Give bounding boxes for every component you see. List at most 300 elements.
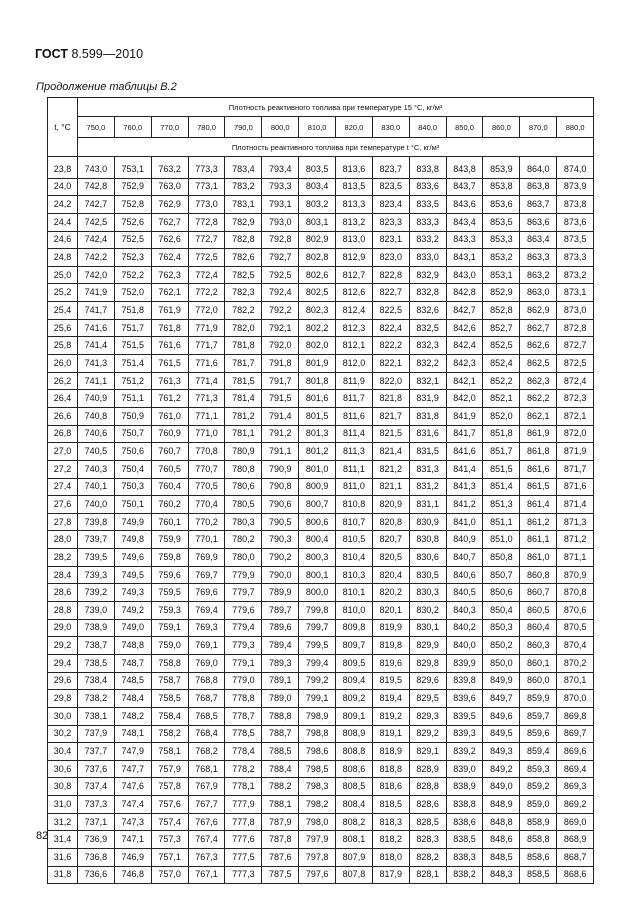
density-cell: 850,6 [483,584,520,602]
density-cell: 861,6 [520,460,557,478]
density-cell: 789,1 [262,672,299,690]
density-cell: 848,9 [483,796,520,814]
density-cell: 740,9 [78,390,115,408]
density-cell: 829,5 [409,690,446,708]
density-cell: 869,4 [557,760,594,778]
density-cell: 800,0 [299,584,336,602]
density-cell: 787,6 [262,848,299,866]
density-cell: 840,7 [446,549,483,567]
density-cell: 788,4 [262,760,299,778]
table-row [48,407,594,425]
density-cell: 790,6 [262,496,299,514]
density-cell: 862,2 [520,390,557,408]
density-cell: 812,9 [336,249,373,267]
density-cell: 864,0 [520,157,557,179]
density-at-15-header: Плотность реактивного топлива при температуре 15 °C, кг/м³ [78,98,594,117]
density-cell: 840,6 [446,566,483,584]
density-cell: 781,7 [225,355,262,373]
density-cell: 750,9 [114,407,151,425]
density-cell: 753,1 [114,157,151,179]
temperature-cell: 30,0 [48,707,78,725]
density-cell: 758,5 [151,690,188,708]
density-cell: 871,4 [557,496,594,514]
density-cell: 758,1 [151,743,188,761]
density-cell: 736,6 [78,866,115,884]
density-cell: 779,9 [225,566,262,584]
temperature-cell: 28,6 [48,584,78,602]
density-cell: 777,9 [225,796,262,814]
temperature-cell: 24,0 [48,178,78,196]
density-cell: 860,4 [520,619,557,637]
density-cell: 848,8 [483,813,520,831]
density-cell: 828,8 [409,778,446,796]
density-cell: 832,5 [409,319,446,337]
density-cell: 869,3 [557,778,594,796]
density-cell: 830,3 [409,584,446,602]
density-cell: 852,8 [483,302,520,320]
density-cell: 868,6 [557,866,594,884]
density-header-cell: 800,0 [262,117,299,138]
density-cell: 769,1 [188,637,225,655]
density-cell: 821,2 [372,460,409,478]
density-cell: 798,3 [299,778,336,796]
density-cell: 872,5 [557,355,594,373]
density-cell: 851,8 [483,425,520,443]
density-cell: 799,5 [299,637,336,655]
density-cell: 762,6 [151,231,188,249]
density-cell: 788,1 [262,796,299,814]
density-cell: 749,3 [114,584,151,602]
density-cell: 830,5 [409,566,446,584]
density-cell: 838,3 [446,848,483,866]
density-cell: 740,8 [78,407,115,425]
density-cell: 872,8 [557,319,594,337]
density-cell: 831,2 [409,478,446,496]
density-cell: 829,6 [409,672,446,690]
density-cell: 789,7 [262,602,299,620]
density-cell: 780,2 [225,531,262,549]
density-cell: 793,3 [262,178,299,196]
density-cell: 742,7 [78,196,115,214]
density-cell: 849,2 [483,760,520,778]
density-cell: 873,5 [557,231,594,249]
temperature-cell: 26,2 [48,372,78,390]
density-cell: 840,3 [446,602,483,620]
density-cell: 741,7 [78,302,115,320]
density-cell: 848,6 [483,831,520,849]
density-cell: 741,4 [78,337,115,355]
density-cell: 813,6 [336,157,373,179]
density-cell: 823,3 [372,213,409,231]
density-cell: 798,0 [299,813,336,831]
density-cell: 850,0 [483,654,520,672]
density-cell: 858,8 [520,831,557,849]
density-cell: 770,8 [188,443,225,461]
density-cell: 812,1 [336,337,373,355]
density-cell: 869,0 [557,813,594,831]
density-cell: 748,2 [114,707,151,725]
density-cell: 859,9 [520,690,557,708]
density-cell: 822,0 [372,372,409,390]
density-cell: 741,3 [78,355,115,373]
density-cell: 851,0 [483,531,520,549]
density-cell: 861,2 [520,513,557,531]
density-cell: 737,9 [78,725,115,743]
density-cell: 829,8 [409,654,446,672]
density-cell: 748,4 [114,690,151,708]
density-cell: 739,2 [78,584,115,602]
density-values-row [48,117,594,138]
density-cell: 863,8 [520,178,557,196]
density-cell: 808,8 [336,743,373,761]
density-cell: 859,3 [520,760,557,778]
density-cell: 840,2 [446,619,483,637]
density-cell: 810,5 [336,531,373,549]
density-cell: 757,3 [151,831,188,849]
density-cell: 802,2 [299,319,336,337]
density-cell: 789,0 [262,690,299,708]
density-cell: 789,9 [262,584,299,602]
density-cell: 788,8 [262,707,299,725]
density-cell: 782,5 [225,266,262,284]
density-cell: 862,9 [520,302,557,320]
density-cell: 779,7 [225,584,262,602]
table-row [48,460,594,478]
density-cell: 871,1 [557,549,594,567]
density-cell: 803,5 [299,157,336,179]
density-cell: 767,9 [188,778,225,796]
density-cell: 791,5 [262,390,299,408]
density-cell: 750,7 [114,425,151,443]
density-cell: 762,1 [151,284,188,302]
density-cell: 761,9 [151,302,188,320]
temperature-cell: 26,4 [48,390,78,408]
density-cell: 767,6 [188,813,225,831]
density-cell: 829,3 [409,707,446,725]
density-cell: 833,2 [409,231,446,249]
density-cell: 850,7 [483,566,520,584]
density-cell: 750,3 [114,478,151,496]
density-cell: 812,4 [336,302,373,320]
density-cell: 871,3 [557,513,594,531]
density-cell: 782,9 [225,213,262,231]
density-cell: 738,1 [78,707,115,725]
density-cell: 843,7 [446,178,483,196]
density-cell: 870,0 [557,690,594,708]
density-cell: 822,5 [372,302,409,320]
density-cell: 852,7 [483,319,520,337]
density-cell: 751,2 [114,372,151,390]
density-cell: 848,3 [483,866,520,884]
density-cell: 829,9 [409,637,446,655]
density-cell: 749,9 [114,513,151,531]
density-cell: 818,6 [372,778,409,796]
density-cell: 862,3 [520,372,557,390]
density-cell: 859,7 [520,707,557,725]
density-cell: 760,2 [151,496,188,514]
density-cell: 860,5 [520,602,557,620]
temperature-cell: 24,8 [48,249,78,267]
density-cell: 757,6 [151,796,188,814]
density-cell: 792,1 [262,319,299,337]
density-cell: 769,6 [188,584,225,602]
density-cell: 768,1 [188,760,225,778]
density-cell: 809,4 [336,672,373,690]
density-cell: 810,4 [336,549,373,567]
temperature-cell: 29,6 [48,672,78,690]
density-cell: 742,5 [78,213,115,231]
density-cell: 761,3 [151,372,188,390]
density-cell: 742,8 [78,178,115,196]
density-cell: 757,9 [151,760,188,778]
table-row [48,284,594,302]
table-row [48,249,594,267]
density-cell: 819,2 [372,707,409,725]
density-cell: 842,3 [446,355,483,373]
density-cell: 791,7 [262,372,299,390]
density-cell: 761,8 [151,319,188,337]
density-cell: 790,0 [262,566,299,584]
density-cell: 760,7 [151,443,188,461]
density-cell: 762,9 [151,196,188,214]
density-cell: 831,9 [409,390,446,408]
density-cell: 779,6 [225,602,262,620]
density-cell: 793,1 [262,196,299,214]
density-cell: 842,7 [446,302,483,320]
density-cell: 779,4 [225,619,262,637]
density-cell: 791,2 [262,425,299,443]
table-row [48,619,594,637]
density-cell: 803,1 [299,213,336,231]
density-cell: 841,7 [446,425,483,443]
density-cell: 757,1 [151,848,188,866]
density-header-cell: 850,0 [446,117,483,138]
density-cell: 801,6 [299,390,336,408]
density-cell: 763,0 [151,178,188,196]
density-cell: 782,0 [225,319,262,337]
table-row [48,231,594,249]
density-cell: 860,1 [520,654,557,672]
table-row [48,302,594,320]
density-cell: 852,9 [483,284,520,302]
density-cell: 870,6 [557,602,594,620]
density-cell: 759,5 [151,584,188,602]
density-cell: 819,6 [372,654,409,672]
density-cell: 803,4 [299,178,336,196]
density-cell: 737,6 [78,760,115,778]
density-cell: 790,2 [262,549,299,567]
density-cell: 833,0 [409,249,446,267]
density-cell: 839,2 [446,743,483,761]
density-cell: 802,5 [299,284,336,302]
density-cell: 853,2 [483,249,520,267]
document-id-number: 8.599—2010 [68,47,144,61]
density-cell: 852,4 [483,355,520,373]
density-cell: 751,7 [114,319,151,337]
density-cell: 790,8 [262,478,299,496]
density-cell: 771,9 [188,319,225,337]
density-cell: 852,5 [483,337,520,355]
density-cell: 777,5 [225,848,262,866]
density-cell: 810,3 [336,566,373,584]
table-row [48,319,594,337]
density-cell: 751,4 [114,355,151,373]
density-cell: 870,4 [557,637,594,655]
density-header-cell: 750,0 [78,117,115,138]
density-cell: 853,3 [483,231,520,249]
density-cell: 752,9 [114,178,151,196]
density-cell: 752,6 [114,213,151,231]
density-cell: 773,3 [188,157,225,179]
density-cell: 871,6 [557,478,594,496]
density-cell: 777,8 [225,813,262,831]
density-cell: 870,1 [557,672,594,690]
density-cell: 873,6 [557,213,594,231]
density-cell: 850,3 [483,619,520,637]
density-cell: 736,9 [78,831,115,849]
table-row [48,831,594,849]
density-cell: 797,8 [299,848,336,866]
density-cell: 821,8 [372,390,409,408]
density-cell: 738,9 [78,619,115,637]
density-cell: 800,4 [299,531,336,549]
density-cell: 773,1 [188,178,225,196]
density-cell: 862,7 [520,319,557,337]
density-cell: 802,8 [299,249,336,267]
density-cell: 773,0 [188,196,225,214]
density-cell: 839,9 [446,654,483,672]
density-cell: 831,3 [409,460,446,478]
density-cell: 760,9 [151,425,188,443]
density-cell: 831,1 [409,496,446,514]
density-cell: 807,9 [336,848,373,866]
density-cell: 738,5 [78,654,115,672]
density-cell: 790,9 [262,460,299,478]
density-cell: 741,6 [78,319,115,337]
density-cell: 848,5 [483,848,520,866]
density-cell: 849,9 [483,672,520,690]
density-cell: 798,9 [299,707,336,725]
density-cell: 812,7 [336,266,373,284]
density-cell: 869,2 [557,796,594,814]
density-cell: 749,0 [114,619,151,637]
table-row [48,725,594,743]
density-cell: 761,6 [151,337,188,355]
density-cell: 780,0 [225,549,262,567]
density-cell: 831,6 [409,425,446,443]
density-cell: 791,4 [262,407,299,425]
density-cell: 781,4 [225,390,262,408]
density-cell: 740,3 [78,460,115,478]
density-cell: 829,1 [409,743,446,761]
density-cell: 872,7 [557,337,594,355]
density-cell: 868,7 [557,848,594,866]
density-cell: 758,2 [151,725,188,743]
density-cell: 859,6 [520,725,557,743]
density-cell: 777,6 [225,831,262,849]
density-cell: 778,1 [225,778,262,796]
density-cell: 783,4 [225,157,262,179]
density-cell: 810,1 [336,584,373,602]
density-cell: 787,9 [262,813,299,831]
density-cell: 853,9 [483,157,520,179]
density-cell: 790,5 [262,513,299,531]
temperature-cell: 30,4 [48,743,78,761]
density-cell: 828,2 [409,848,446,866]
density-cell: 737,1 [78,813,115,831]
density-cell: 822,7 [372,284,409,302]
table-row [48,778,594,796]
density-cell: 858,6 [520,848,557,866]
temperature-cell: 30,6 [48,760,78,778]
density-cell: 817,9 [372,866,409,884]
density-cell: 843,3 [446,231,483,249]
density-cell: 737,7 [78,743,115,761]
density-cell: 818,3 [372,813,409,831]
density-cell: 743,0 [78,157,115,179]
density-cell: 838,6 [446,813,483,831]
density-cell: 821,7 [372,407,409,425]
density-cell: 740,0 [78,496,115,514]
density-cell: 832,9 [409,266,446,284]
density-cell: 832,8 [409,284,446,302]
density-cell: 842,1 [446,372,483,390]
density-cell: 791,8 [262,355,299,373]
temperature-cell: 24,4 [48,213,78,231]
page-number: 82 [36,830,49,842]
density-cell: 812,0 [336,355,373,373]
temperature-cell: 31,6 [48,848,78,866]
density-cell: 737,4 [78,778,115,796]
density-header-cell: 840,0 [409,117,446,138]
density-cell: 801,2 [299,443,336,461]
density-cell: 861,0 [520,549,557,567]
density-cell: 772,5 [188,249,225,267]
density-header-cell: 880,0 [557,117,594,138]
density-cell: 853,1 [483,266,520,284]
density-cell: 809,2 [336,690,373,708]
density-cell: 742,2 [78,249,115,267]
temperature-cell: 25,2 [48,284,78,302]
density-cell: 740,1 [78,478,115,496]
density-cell: 818,8 [372,760,409,778]
density-cell: 762,3 [151,266,188,284]
density-header-cell: 860,0 [483,117,520,138]
density-cell: 792,0 [262,337,299,355]
density-cell: 840,0 [446,637,483,655]
density-cell: 868,9 [557,831,594,849]
density-cell: 871,9 [557,443,594,461]
density-cell: 832,2 [409,355,446,373]
density-cell: 821,5 [372,425,409,443]
density-cell: 769,9 [188,549,225,567]
density-cell: 782,3 [225,284,262,302]
density-cell: 797,9 [299,831,336,849]
density-cell: 759,3 [151,602,188,620]
density-cell: 750,1 [114,496,151,514]
density-cell: 798,5 [299,760,336,778]
density-cell: 819,8 [372,637,409,655]
density-cell: 841,2 [446,496,483,514]
density-cell: 843,4 [446,213,483,231]
density-cell: 840,9 [446,531,483,549]
density-cell: 800,9 [299,478,336,496]
density-cell: 788,2 [262,778,299,796]
density-cell: 797,6 [299,866,336,884]
density-cell: 781,2 [225,407,262,425]
density-cell: 819,4 [372,690,409,708]
temperature-cell: 28,4 [48,566,78,584]
